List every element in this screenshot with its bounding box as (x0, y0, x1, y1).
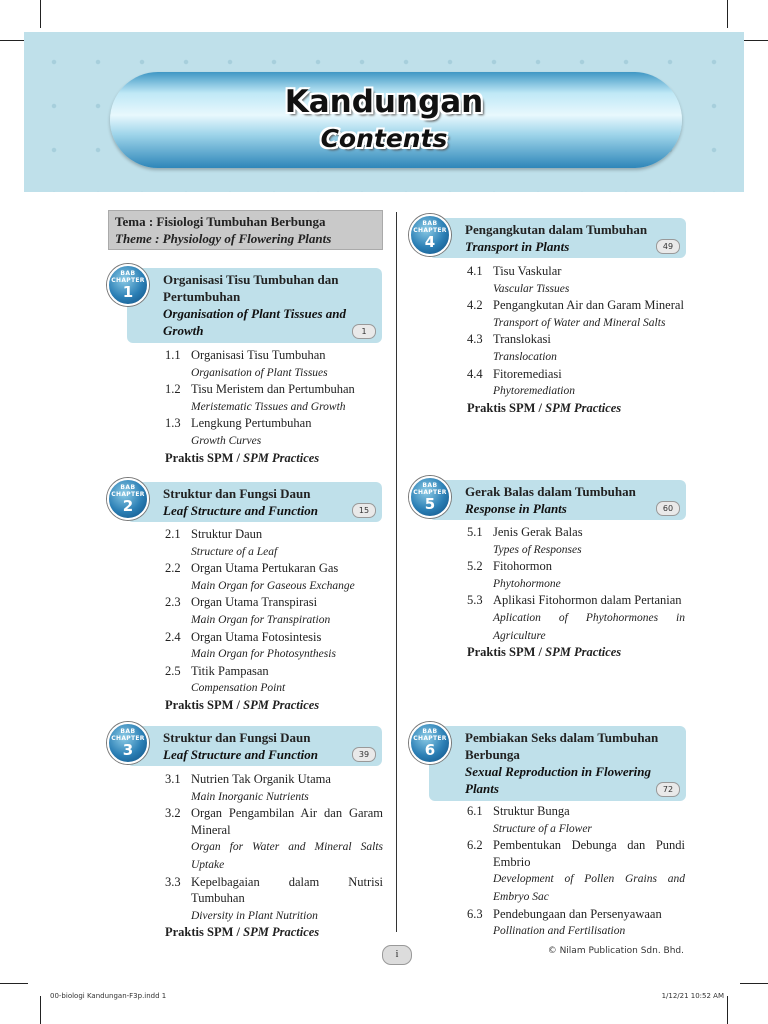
item-title-my: Nutrien Tak Organik Utama (191, 772, 331, 786)
page-subtitle: Contents (320, 124, 448, 153)
list-item[interactable] (467, 906, 685, 940)
item-title-en: Types of Responses (493, 543, 582, 556)
list-item[interactable] (467, 592, 685, 644)
item-title-my: Jenis Gerak Balas (493, 525, 583, 539)
item-title-en: Diversity in Plant Nutrition (191, 909, 318, 922)
theme-title-en: Theme : Physiology of Flowering Plants (115, 231, 332, 246)
item-number: 2.3 (165, 595, 181, 610)
page-number-badge: 39 (352, 747, 376, 762)
item-title-en: Development of Pollen Grains and Embryo Sac (493, 873, 685, 903)
item-number: 3.2 (165, 806, 181, 821)
practice-label-en: SPM Practices (243, 450, 320, 465)
chapter-title-en: Transport in Plants (465, 239, 570, 254)
column-divider (396, 212, 397, 932)
item-title-my: Tisu Vaskular (493, 264, 562, 278)
item-title-en: Main Organ for Transpiration (191, 613, 331, 626)
item-number: 4.3 (467, 332, 483, 347)
list-item[interactable] (165, 347, 383, 381)
list-item[interactable] (165, 805, 383, 873)
item-number: 4.1 (467, 264, 483, 278)
practice-label-my: Praktis SPM (165, 925, 234, 940)
chapter-2-list (165, 526, 383, 714)
item-title-en: Organ for Water and Mineral Salts Uptake (191, 841, 383, 871)
item-title-en: Transport of Water and Mineral Salts (493, 316, 666, 329)
chapter-1-list (165, 347, 383, 466)
item-title-my: Fitoremediasi (493, 366, 562, 381)
item-number: 3.1 (165, 772, 181, 786)
chapter-title-en: Response in Plants (465, 501, 567, 516)
chapter-badge (107, 722, 149, 764)
item-title-my: Pengangkutan Air dan Garam Mineral (493, 298, 684, 313)
chapter-number: 4 (424, 233, 436, 251)
item-number: 1.2 (165, 382, 181, 397)
list-item[interactable] (165, 771, 383, 805)
crop-mark (740, 983, 768, 984)
item-title-en: Structure of a Flower (493, 822, 592, 835)
item-number: 2.1 (165, 527, 181, 541)
item-title-en: Main Inorganic Nutrients (191, 790, 309, 803)
item-title-my: Organ Utama Fotosintesis (191, 629, 322, 644)
chapter-title-en: Leaf Structure and Function (163, 503, 318, 518)
chapter-title-my: Pembiakan Seks dalam Tumbuhan Berbunga (465, 730, 659, 762)
list-item[interactable] (165, 415, 383, 449)
page-number-badge: 60 (656, 501, 680, 516)
item-title-my: Pendebungaan dan Persenyawaan (493, 906, 662, 921)
item-title-en: Structure of a Leaf (191, 545, 278, 558)
chapter-title-my: Pengangkutan dalam Tumbuhan (465, 222, 648, 237)
chapter-number: 3 (122, 741, 134, 759)
item-title-en: Phytohormone (493, 577, 561, 590)
item-number: 2.5 (165, 663, 181, 678)
practice-link[interactable] (165, 924, 383, 941)
practice-link[interactable] (165, 697, 383, 714)
chapter-3-list (165, 771, 383, 941)
badge-chapter: CHAPTER (111, 277, 145, 284)
page-number-badge: 72 (656, 782, 680, 797)
crop-mark (727, 996, 728, 1024)
item-title-my: Pembentukan Debunga dan Pundi Embrio (493, 838, 685, 869)
practice-separator: / (535, 400, 546, 415)
item-title-my: Struktur Bunga (493, 804, 570, 818)
item-title-en: Growth Curves (191, 434, 262, 447)
practice-label-en: SPM Practices (243, 697, 320, 712)
item-title-my: Kepelbagaian dalam Nutrisi Tumbuhan (191, 874, 383, 906)
item-number: 4.2 (467, 298, 483, 313)
chapter-4-list (467, 263, 685, 416)
item-number: 2.4 (165, 629, 181, 644)
page-number-badge: 1 (352, 324, 376, 339)
chapter-title-my: Struktur dan Fungsi Daun (163, 730, 311, 745)
practice-link[interactable] (165, 450, 383, 467)
chapter-header (429, 480, 686, 520)
chapter-number: 6 (424, 741, 436, 759)
chapter-header (127, 482, 382, 522)
badge-chapter: CHAPTER (413, 227, 447, 234)
list-item[interactable] (165, 526, 383, 560)
list-item[interactable] (165, 560, 383, 594)
slug-timestamp: 1/12/21 10:52 AM (661, 992, 724, 1000)
item-title-my: Organ Utama Pertukaran Gas (191, 561, 339, 576)
item-number: 3.3 (165, 874, 181, 889)
chapter-header (429, 218, 686, 258)
badge-chapter: CHAPTER (111, 491, 145, 498)
item-title-my: Fitohormon (493, 559, 553, 574)
item-title-en: Main Organ for Photosynthesis (191, 648, 336, 661)
item-title-my: Translokasi (493, 332, 551, 347)
item-title-en: Meristematic Tissues and Growth (191, 400, 346, 413)
item-number: 4.4 (467, 366, 483, 381)
practice-separator: / (535, 645, 546, 660)
list-item[interactable] (165, 874, 383, 925)
item-number: 2.2 (165, 561, 181, 576)
chapter-badge (409, 214, 451, 256)
chapter-header (127, 268, 382, 343)
item-number: 6.2 (467, 838, 483, 853)
item-number: 5.3 (467, 593, 483, 608)
list-item[interactable] (467, 331, 685, 365)
crop-mark (40, 996, 41, 1024)
practice-label-en: SPM Practices (545, 400, 622, 415)
page-number-badge: 49 (656, 239, 680, 254)
practice-label-my: Praktis SPM (467, 400, 536, 415)
list-item[interactable] (165, 663, 383, 697)
list-item[interactable] (467, 366, 685, 400)
page-folio: i (382, 945, 412, 965)
copyright-notice: © Nilam Publication Sdn. Bhd. (547, 946, 684, 956)
item-title-en: Compensation Point (191, 682, 286, 695)
item-number: 5.1 (467, 525, 483, 539)
chapter-number: 1 (122, 283, 134, 301)
slug-file-name: 00-biologi Kandungan-F3p.indd 1 (50, 992, 167, 1000)
chapter-header (127, 726, 382, 766)
badge-bab: BAB (120, 484, 136, 491)
list-item[interactable] (467, 558, 685, 592)
list-item[interactable] (165, 594, 383, 628)
item-title-en: Pollination and Fertilisation (493, 925, 626, 938)
list-item[interactable] (165, 629, 383, 663)
practice-link[interactable] (467, 644, 685, 661)
badge-chapter: CHAPTER (111, 735, 145, 742)
chapter-badge (107, 264, 149, 306)
item-title-en: Translocation (493, 350, 557, 363)
practice-label-my: Praktis SPM (165, 697, 234, 712)
item-title-my: Organ Pengambilan Air dan Garam Mineral (191, 806, 383, 837)
item-number: 1.1 (165, 348, 181, 362)
chapter-badge (409, 476, 451, 518)
item-title-en: Phytoremediation (493, 385, 575, 398)
item-title-my: Struktur Daun (191, 527, 263, 541)
item-title-my: Organisasi Tisu Tumbuhan (191, 348, 326, 362)
practice-link[interactable] (467, 400, 685, 417)
practice-label-en: SPM Practices (545, 645, 622, 660)
theme-title-my: Tema : Fisiologi Tumbuhan Berbunga (115, 214, 326, 229)
theme-box (108, 210, 383, 250)
list-item[interactable] (467, 837, 685, 905)
practice-label-my: Praktis SPM (165, 450, 234, 465)
chapter-6-list (467, 803, 685, 940)
page-title: Kandungan (284, 84, 484, 120)
practice-label-my: Praktis SPM (467, 645, 536, 660)
list-item[interactable] (467, 263, 685, 297)
chapter-title-en: Leaf Structure and Function (163, 747, 318, 762)
item-number: 6.1 (467, 804, 483, 818)
item-title-en: Aplication of Phytohormones in Agriculture (493, 611, 685, 642)
item-title-my: Tisu Meristem dan Pertumbuhan (191, 382, 355, 397)
practice-label-en: SPM Practices (243, 925, 320, 940)
item-title-en: Vascular Tissues (493, 282, 570, 295)
chapter-badge (107, 478, 149, 520)
crop-mark (727, 0, 728, 28)
chapter-header (429, 726, 686, 801)
crop-mark (0, 983, 28, 984)
badge-bab: BAB (120, 728, 136, 735)
badge-chapter: CHAPTER (413, 735, 447, 742)
chapter-title-en: Organisation of Plant Tissues and Growth (163, 306, 347, 338)
item-title-my: Aplikasi Fitohormon dalam Pertanian (493, 593, 682, 608)
item-number: 1.3 (165, 416, 181, 431)
chapter-badge (409, 722, 451, 764)
chapter-5-list (467, 524, 685, 661)
list-item[interactable] (467, 524, 685, 558)
badge-bab: BAB (120, 270, 136, 277)
badge-bab: BAB (422, 728, 438, 735)
list-item[interactable] (467, 803, 685, 837)
practice-separator: / (233, 450, 244, 465)
chapter-number: 2 (122, 497, 134, 515)
item-title-my: Titik Pampasan (191, 663, 269, 678)
practice-separator: / (233, 697, 244, 712)
item-number: 5.2 (467, 559, 483, 574)
crop-mark (40, 0, 41, 28)
chapter-number: 5 (424, 495, 436, 513)
item-title-my: Organ Utama Transpirasi (191, 595, 318, 610)
practice-separator: / (233, 925, 244, 940)
item-title-en: Organisation of Plant Tissues (191, 366, 328, 379)
list-item[interactable] (165, 381, 383, 415)
item-number: 6.3 (467, 906, 483, 921)
chapter-title-my: Struktur dan Fungsi Daun (163, 486, 311, 501)
chapter-title-my: Gerak Balas dalam Tumbuhan (465, 484, 636, 499)
badge-bab: BAB (422, 220, 438, 227)
item-title-en: Main Organ for Gaseous Exchange (191, 579, 355, 592)
badge-chapter: CHAPTER (413, 489, 447, 496)
crop-mark (740, 40, 768, 41)
badge-bab: BAB (422, 482, 438, 489)
list-item[interactable] (467, 297, 685, 331)
page-number-badge: 15 (352, 503, 376, 518)
chapter-title-en: Sexual Reproduction in Flowering Plants (465, 764, 652, 796)
item-title-my: Lengkung Pertumbuhan (191, 416, 312, 431)
chapter-title-my: Organisasi Tisu Tumbuhan dan Pertumbuhan (163, 272, 339, 304)
